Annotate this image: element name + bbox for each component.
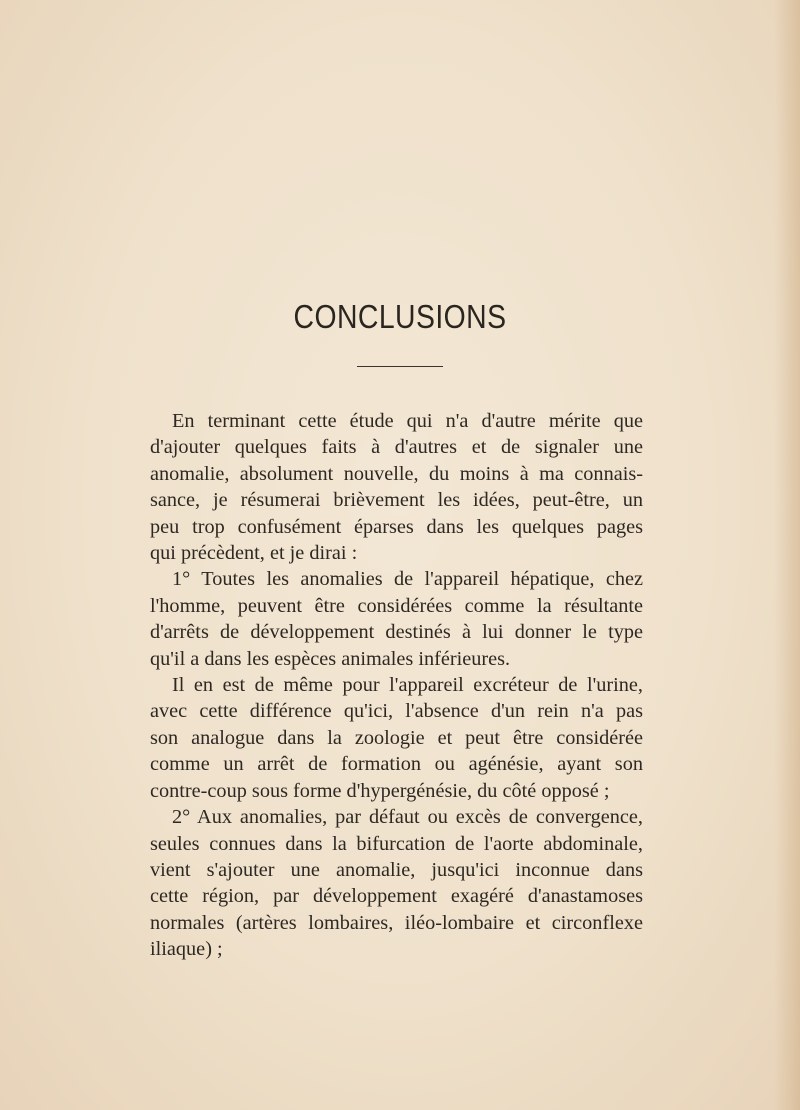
text-line: avec cette différence qu'ici, l'absence d'un rein n'a pas — [150, 700, 643, 723]
text-line: qui précèdent, et je dirai : — [150, 542, 358, 565]
text-line: son analogue dans la zoologie et peut être considérée — [150, 726, 643, 749]
text-line: cette région, par développement exagéré d'anastamoses — [150, 885, 643, 908]
text-line: 1° Toutes les anomalies de l'appareil hépatique, chez — [172, 568, 643, 591]
text-line: qu'il a dans les espèces animales inférieures. — [150, 647, 511, 670]
text-line: En terminant cette étude qui n'a d'autre mérite que — [172, 410, 643, 432]
text-line: 2° Aux anomalies, par défaut ou excès de convergence, — [172, 806, 643, 829]
body-text — [150, 408, 643, 963]
text-line: vient s'ajouter une anomalie, jusqu'ici inconnue dans — [150, 858, 643, 881]
text-line: d'ajouter quelques faits à d'autres et de signaler une — [150, 436, 643, 459]
page-edge-shadow — [774, 0, 800, 1110]
text-line: iliaque) ; — [150, 938, 223, 961]
title-rule — [357, 366, 443, 367]
text-line: l'homme, peuvent être considérées comme la résultante — [150, 594, 643, 617]
text-line: sance, je résumerai brièvement les idées, peut-être, un — [150, 489, 643, 512]
text-line: anomalie, absolument nouvelle, du moins à ma connais- — [150, 462, 643, 485]
text-line: peu trop confusément éparses dans les quelques pages — [150, 515, 643, 538]
page-title: CONCLUSIONS — [293, 298, 507, 335]
text-line: contre-coup sous forme d'hypergénésie, du côté opposé ; — [150, 779, 610, 802]
text-line: Il en est de même pour l'appareil excréteur de l'urine, — [172, 674, 643, 697]
text-line: comme un arrêt de formation ou agénésie, ayant son — [150, 753, 643, 776]
text-line: seules connues dans la bifurcation de l'aorte abdominale, — [150, 832, 643, 855]
text-line: normales (artères lombaires, iléo-lombaire et circonflexe — [150, 911, 643, 934]
text-line: d'arrêts de développement destinés à lui donner le type — [150, 621, 643, 644]
